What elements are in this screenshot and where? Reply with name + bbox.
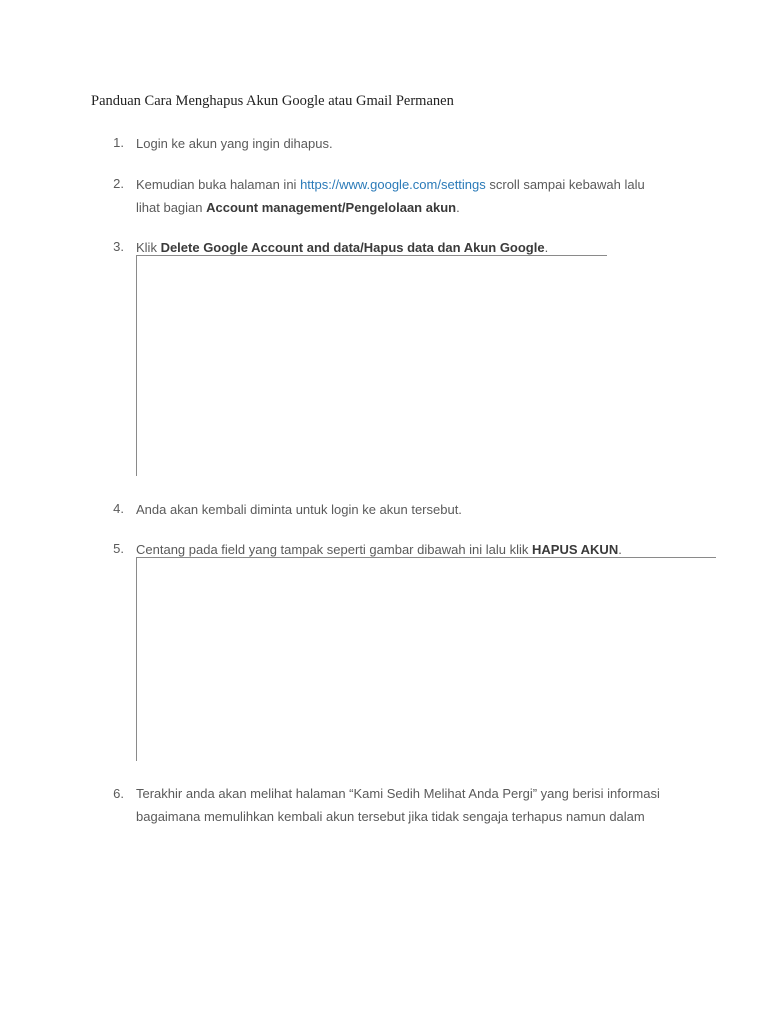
step-number-4: 4. <box>113 501 124 516</box>
step-text-6 <box>136 782 660 828</box>
step-5-text-after: . <box>618 542 622 557</box>
account-management-label: Account management/Pengelolaan akun <box>206 200 457 215</box>
screenshot-placeholder-step-5 <box>136 557 716 761</box>
step-2-text-before-link: Kemudian buka halaman ini <box>136 177 301 192</box>
step-2-line2-after: . <box>456 200 460 215</box>
hapus-akun-label: HAPUS AKUN <box>532 542 619 557</box>
screenshot-placeholder-step-3 <box>136 255 607 476</box>
step-3-text-after: . <box>544 240 549 255</box>
step-5-text-before: Centang pada field yang tampak seperti gambar dibawah ini lalu klik <box>136 542 533 557</box>
step-text-1: Login ke akun yang ingin dihapus. <box>136 136 333 151</box>
step-6-line2: bagaimana memulihkan kembali akun tersebut jika tidak sengaja terhapus namun dalam <box>136 809 645 824</box>
step-number-2: 2. <box>113 176 124 191</box>
delete-account-label: Delete Google Account and data/Hapus data dan Akun Google <box>160 240 545 255</box>
step-6-line1: Terakhir anda akan melihat halaman “Kami Sedih Melihat Anda Pergi” yang berisi informasi <box>136 786 660 801</box>
step-text-4: Anda akan kembali diminta untuk login ke akun tersebut. <box>136 502 462 517</box>
step-number-3: 3. <box>113 239 124 254</box>
step-2-text-after-link: scroll sampai kebawah lalu <box>485 177 645 192</box>
step-3-text-before: Klik <box>136 240 161 255</box>
step-2-line2-before: lihat bagian <box>136 200 207 215</box>
settings-link[interactable]: https://www.google.com/settings <box>300 177 486 192</box>
step-text-2 <box>136 173 645 219</box>
step-number-5: 5. <box>113 541 124 556</box>
step-number-6: 6. <box>113 786 124 801</box>
step-number-1: 1. <box>113 135 124 150</box>
page-title: Panduan Cara Menghapus Akun Google atau Gmail Permanen <box>91 93 454 109</box>
